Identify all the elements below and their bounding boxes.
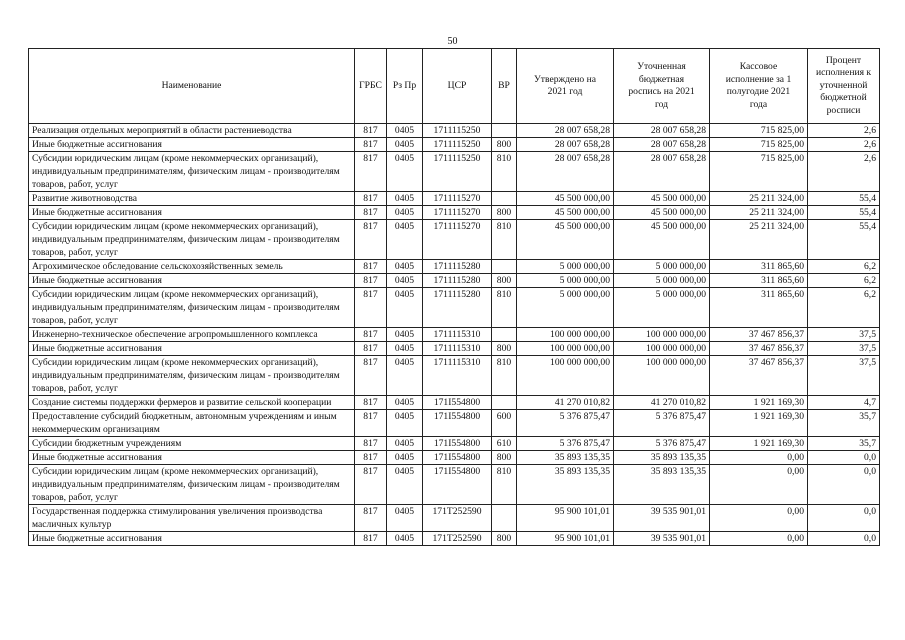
row-cash: 1 921 169,30 — [710, 410, 808, 437]
table-row — [29, 138, 880, 152]
row-approved: 5 000 000,00 — [517, 274, 614, 288]
row-name: Агрохимическое обследование сельскохозяйственных земель — [29, 260, 355, 274]
table-row — [29, 356, 880, 396]
row-rzpr: 0405 — [387, 206, 423, 220]
row-name: Иные бюджетные ассигнования — [29, 342, 355, 356]
row-vr: 810 — [492, 220, 517, 260]
table-row — [29, 274, 880, 288]
row-approved: 5 376 875,47 — [517, 437, 614, 451]
table-row — [29, 124, 880, 138]
row-approved: 100 000 000,00 — [517, 328, 614, 342]
row-csr: 1711115310 — [423, 356, 492, 396]
row-vr: 810 — [492, 465, 517, 505]
row-cash: 311 865,60 — [710, 274, 808, 288]
row-cash: 0,00 — [710, 532, 808, 546]
row-name: Иные бюджетные ассигнования — [29, 451, 355, 465]
row-cash: 715 825,00 — [710, 152, 808, 192]
row-refined: 45 500 000,00 — [614, 220, 710, 260]
row-grbs: 817 — [355, 328, 387, 342]
row-approved: 28 007 658,28 — [517, 138, 614, 152]
row-refined: 41 270 010,82 — [614, 396, 710, 410]
row-percent: 4,7 — [808, 396, 880, 410]
row-vr: 800 — [492, 451, 517, 465]
row-percent: 35,7 — [808, 437, 880, 451]
row-cash: 311 865,60 — [710, 260, 808, 274]
row-vr — [492, 260, 517, 274]
row-approved: 45 500 000,00 — [517, 192, 614, 206]
row-refined: 100 000 000,00 — [614, 342, 710, 356]
row-refined: 5 000 000,00 — [614, 274, 710, 288]
row-vr: 800 — [492, 138, 517, 152]
row-vr: 600 — [492, 410, 517, 437]
row-refined: 28 007 658,28 — [614, 138, 710, 152]
row-name: Субсидии юридическим лицам (кроме некоммерческих организаций), индивидуальным предпринимателям, физическим лицам - производителям товаров, работ, услуг — [29, 465, 355, 505]
row-percent: 0,0 — [808, 505, 880, 532]
row-grbs: 817 — [355, 451, 387, 465]
row-grbs: 817 — [355, 206, 387, 220]
header-refined: Уточненная бюджетная роспись на 2021 год — [614, 49, 710, 124]
row-rzpr: 0405 — [387, 342, 423, 356]
row-refined: 100 000 000,00 — [614, 356, 710, 396]
row-name: Иные бюджетные ассигнования — [29, 206, 355, 220]
row-approved: 41 270 010,82 — [517, 396, 614, 410]
table-row — [29, 396, 880, 410]
header-cash: Кассовое исполнение за 1 полугодие 2021 года — [710, 49, 808, 124]
row-grbs: 817 — [355, 465, 387, 505]
row-grbs: 817 — [355, 505, 387, 532]
row-percent: 37,5 — [808, 328, 880, 342]
row-csr: 171I554800 — [423, 437, 492, 451]
budget-table — [28, 48, 880, 546]
row-csr: 171I554800 — [423, 410, 492, 437]
row-refined: 5 376 875,47 — [614, 437, 710, 451]
row-percent: 37,5 — [808, 342, 880, 356]
row-grbs: 817 — [355, 138, 387, 152]
row-vr: 610 — [492, 437, 517, 451]
row-csr: 1711115310 — [423, 342, 492, 356]
row-grbs: 817 — [355, 342, 387, 356]
row-csr: 1711115310 — [423, 328, 492, 342]
row-refined: 5 000 000,00 — [614, 288, 710, 328]
row-csr: 171T252590 — [423, 505, 492, 532]
row-rzpr: 0405 — [387, 192, 423, 206]
row-vr: 800 — [492, 206, 517, 220]
row-rzpr: 0405 — [387, 465, 423, 505]
table-row — [29, 532, 880, 546]
row-csr: 171I554800 — [423, 465, 492, 505]
row-refined: 35 893 135,35 — [614, 465, 710, 505]
row-cash: 37 467 856,37 — [710, 342, 808, 356]
row-vr: 810 — [492, 356, 517, 396]
row-csr: 1711115280 — [423, 260, 492, 274]
row-name: Субсидии бюджетным учреждениям — [29, 437, 355, 451]
table-row — [29, 342, 880, 356]
row-vr: 800 — [492, 342, 517, 356]
row-cash: 37 467 856,37 — [710, 356, 808, 396]
row-rzpr: 0405 — [387, 274, 423, 288]
row-csr: 171I554800 — [423, 451, 492, 465]
row-refined: 28 007 658,28 — [614, 152, 710, 192]
row-grbs: 817 — [355, 220, 387, 260]
row-percent: 6,2 — [808, 274, 880, 288]
row-grbs: 817 — [355, 437, 387, 451]
row-cash: 1 921 169,30 — [710, 396, 808, 410]
row-cash: 25 211 324,00 — [710, 206, 808, 220]
row-cash: 311 865,60 — [710, 288, 808, 328]
row-cash: 25 211 324,00 — [710, 220, 808, 260]
row-name: Субсидии юридическим лицам (кроме некоммерческих организаций), индивидуальным предпринимателям, физическим лицам - производителям товаров, работ, услуг — [29, 152, 355, 192]
row-vr: 800 — [492, 274, 517, 288]
row-approved: 45 500 000,00 — [517, 206, 614, 220]
header-csr: ЦСР — [423, 49, 492, 124]
row-grbs: 817 — [355, 260, 387, 274]
header-vr: ВР — [492, 49, 517, 124]
row-name: Инженерно-техническое обеспечение агропромышленного комплекса — [29, 328, 355, 342]
row-percent: 2,6 — [808, 138, 880, 152]
row-csr: 1711115280 — [423, 288, 492, 328]
row-refined: 45 500 000,00 — [614, 192, 710, 206]
row-percent: 55,4 — [808, 192, 880, 206]
row-name: Развитие животноводства — [29, 192, 355, 206]
row-cash: 25 211 324,00 — [710, 192, 808, 206]
row-refined: 5 000 000,00 — [614, 260, 710, 274]
row-name: Субсидии юридическим лицам (кроме некоммерческих организаций), индивидуальным предпринимателям, физическим лицам - производителям товаров, работ, услуг — [29, 220, 355, 260]
row-name: Иные бюджетные ассигнования — [29, 532, 355, 546]
header-percent: Процент исполнения к уточненной бюджетной росписи — [808, 49, 880, 124]
table-row — [29, 206, 880, 220]
row-refined: 45 500 000,00 — [614, 206, 710, 220]
row-vr — [492, 124, 517, 138]
row-refined: 5 376 875,47 — [614, 410, 710, 437]
row-approved: 100 000 000,00 — [517, 342, 614, 356]
row-percent: 55,4 — [808, 220, 880, 260]
row-approved: 5 000 000,00 — [517, 260, 614, 274]
row-rzpr: 0405 — [387, 220, 423, 260]
row-rzpr: 0405 — [387, 356, 423, 396]
row-cash: 0,00 — [710, 505, 808, 532]
table-row — [29, 505, 880, 532]
row-csr: 1711115280 — [423, 274, 492, 288]
row-grbs: 817 — [355, 356, 387, 396]
row-approved: 95 900 101,01 — [517, 532, 614, 546]
row-csr: 1711115270 — [423, 192, 492, 206]
row-grbs: 817 — [355, 192, 387, 206]
table-row — [29, 260, 880, 274]
row-refined: 100 000 000,00 — [614, 328, 710, 342]
row-vr: 800 — [492, 532, 517, 546]
header-name: Наименование — [29, 49, 355, 124]
row-grbs: 817 — [355, 288, 387, 328]
row-csr: 1711115270 — [423, 220, 492, 260]
row-rzpr: 0405 — [387, 451, 423, 465]
row-percent: 0,0 — [808, 465, 880, 505]
row-cash: 715 825,00 — [710, 124, 808, 138]
row-rzpr: 0405 — [387, 437, 423, 451]
row-approved: 35 893 135,35 — [517, 465, 614, 505]
row-cash: 1 921 169,30 — [710, 437, 808, 451]
row-approved: 95 900 101,01 — [517, 505, 614, 532]
table-header-row — [29, 49, 880, 124]
row-name: Предоставление субсидий бюджетным, автономным учреждениям и иным некоммерческим организациям — [29, 410, 355, 437]
row-name: Государственная поддержка стимулирования увеличения производства масличных культур — [29, 505, 355, 532]
row-rzpr: 0405 — [387, 152, 423, 192]
row-csr: 171I554800 — [423, 396, 492, 410]
row-name: Иные бюджетные ассигнования — [29, 274, 355, 288]
table-row — [29, 152, 880, 192]
row-rzpr: 0405 — [387, 124, 423, 138]
row-cash: 0,00 — [710, 451, 808, 465]
row-rzpr: 0405 — [387, 396, 423, 410]
row-refined: 39 535 901,01 — [614, 505, 710, 532]
row-csr: 171T252590 — [423, 532, 492, 546]
row-vr — [492, 328, 517, 342]
row-percent: 0,0 — [808, 532, 880, 546]
row-refined: 28 007 658,28 — [614, 124, 710, 138]
header-approved: Утверждено на 2021 год — [517, 49, 614, 124]
table-row — [29, 437, 880, 451]
row-approved: 28 007 658,28 — [517, 124, 614, 138]
row-cash: 0,00 — [710, 465, 808, 505]
page-number: 50 — [447, 36, 458, 47]
row-name: Иные бюджетные ассигнования — [29, 138, 355, 152]
table-row — [29, 288, 880, 328]
row-percent: 35,7 — [808, 410, 880, 437]
row-approved: 100 000 000,00 — [517, 356, 614, 396]
row-name: Реализация отдельных мероприятий в области растениеводства — [29, 124, 355, 138]
row-rzpr: 0405 — [387, 410, 423, 437]
row-percent: 0,0 — [808, 451, 880, 465]
row-vr — [492, 192, 517, 206]
row-rzpr: 0405 — [387, 532, 423, 546]
row-vr: 810 — [492, 152, 517, 192]
table-row — [29, 328, 880, 342]
row-percent: 2,6 — [808, 152, 880, 192]
row-rzpr: 0405 — [387, 138, 423, 152]
row-rzpr: 0405 — [387, 288, 423, 328]
row-rzpr: 0405 — [387, 505, 423, 532]
row-percent: 2,6 — [808, 124, 880, 138]
row-name: Субсидии юридическим лицам (кроме некоммерческих организаций), индивидуальным предпринимателям, физическим лицам - производителям товаров, работ, услуг — [29, 288, 355, 328]
row-approved: 5 376 875,47 — [517, 410, 614, 437]
row-csr: 1711115250 — [423, 152, 492, 192]
row-approved: 5 000 000,00 — [517, 288, 614, 328]
row-grbs: 817 — [355, 532, 387, 546]
row-approved: 45 500 000,00 — [517, 220, 614, 260]
header-rzpr: Рз Пр — [387, 49, 423, 124]
row-approved: 28 007 658,28 — [517, 152, 614, 192]
table-row — [29, 465, 880, 505]
row-percent: 55,4 — [808, 206, 880, 220]
row-approved: 35 893 135,35 — [517, 451, 614, 465]
row-percent: 6,2 — [808, 260, 880, 274]
table-row — [29, 192, 880, 206]
table-row — [29, 410, 880, 437]
row-grbs: 817 — [355, 124, 387, 138]
row-rzpr: 0405 — [387, 328, 423, 342]
row-percent: 6,2 — [808, 288, 880, 328]
row-refined: 39 535 901,01 — [614, 532, 710, 546]
row-vr — [492, 505, 517, 532]
row-vr: 810 — [492, 288, 517, 328]
row-csr: 1711115270 — [423, 206, 492, 220]
row-name: Создание системы поддержки фермеров и развитие сельской кооперации — [29, 396, 355, 410]
table-row — [29, 220, 880, 260]
table-row — [29, 451, 880, 465]
row-name: Субсидии юридическим лицам (кроме некоммерческих организаций), индивидуальным предпринимателям, физическим лицам - производителям товаров, работ, услуг — [29, 356, 355, 396]
row-csr: 1711115250 — [423, 124, 492, 138]
row-grbs: 817 — [355, 152, 387, 192]
row-grbs: 817 — [355, 274, 387, 288]
row-cash: 715 825,00 — [710, 138, 808, 152]
row-cash: 37 467 856,37 — [710, 328, 808, 342]
row-csr: 1711115250 — [423, 138, 492, 152]
row-refined: 35 893 135,35 — [614, 451, 710, 465]
row-rzpr: 0405 — [387, 260, 423, 274]
row-grbs: 817 — [355, 410, 387, 437]
row-grbs: 817 — [355, 396, 387, 410]
row-percent: 37,5 — [808, 356, 880, 396]
header-grbs: ГРБС — [355, 49, 387, 124]
row-vr — [492, 396, 517, 410]
